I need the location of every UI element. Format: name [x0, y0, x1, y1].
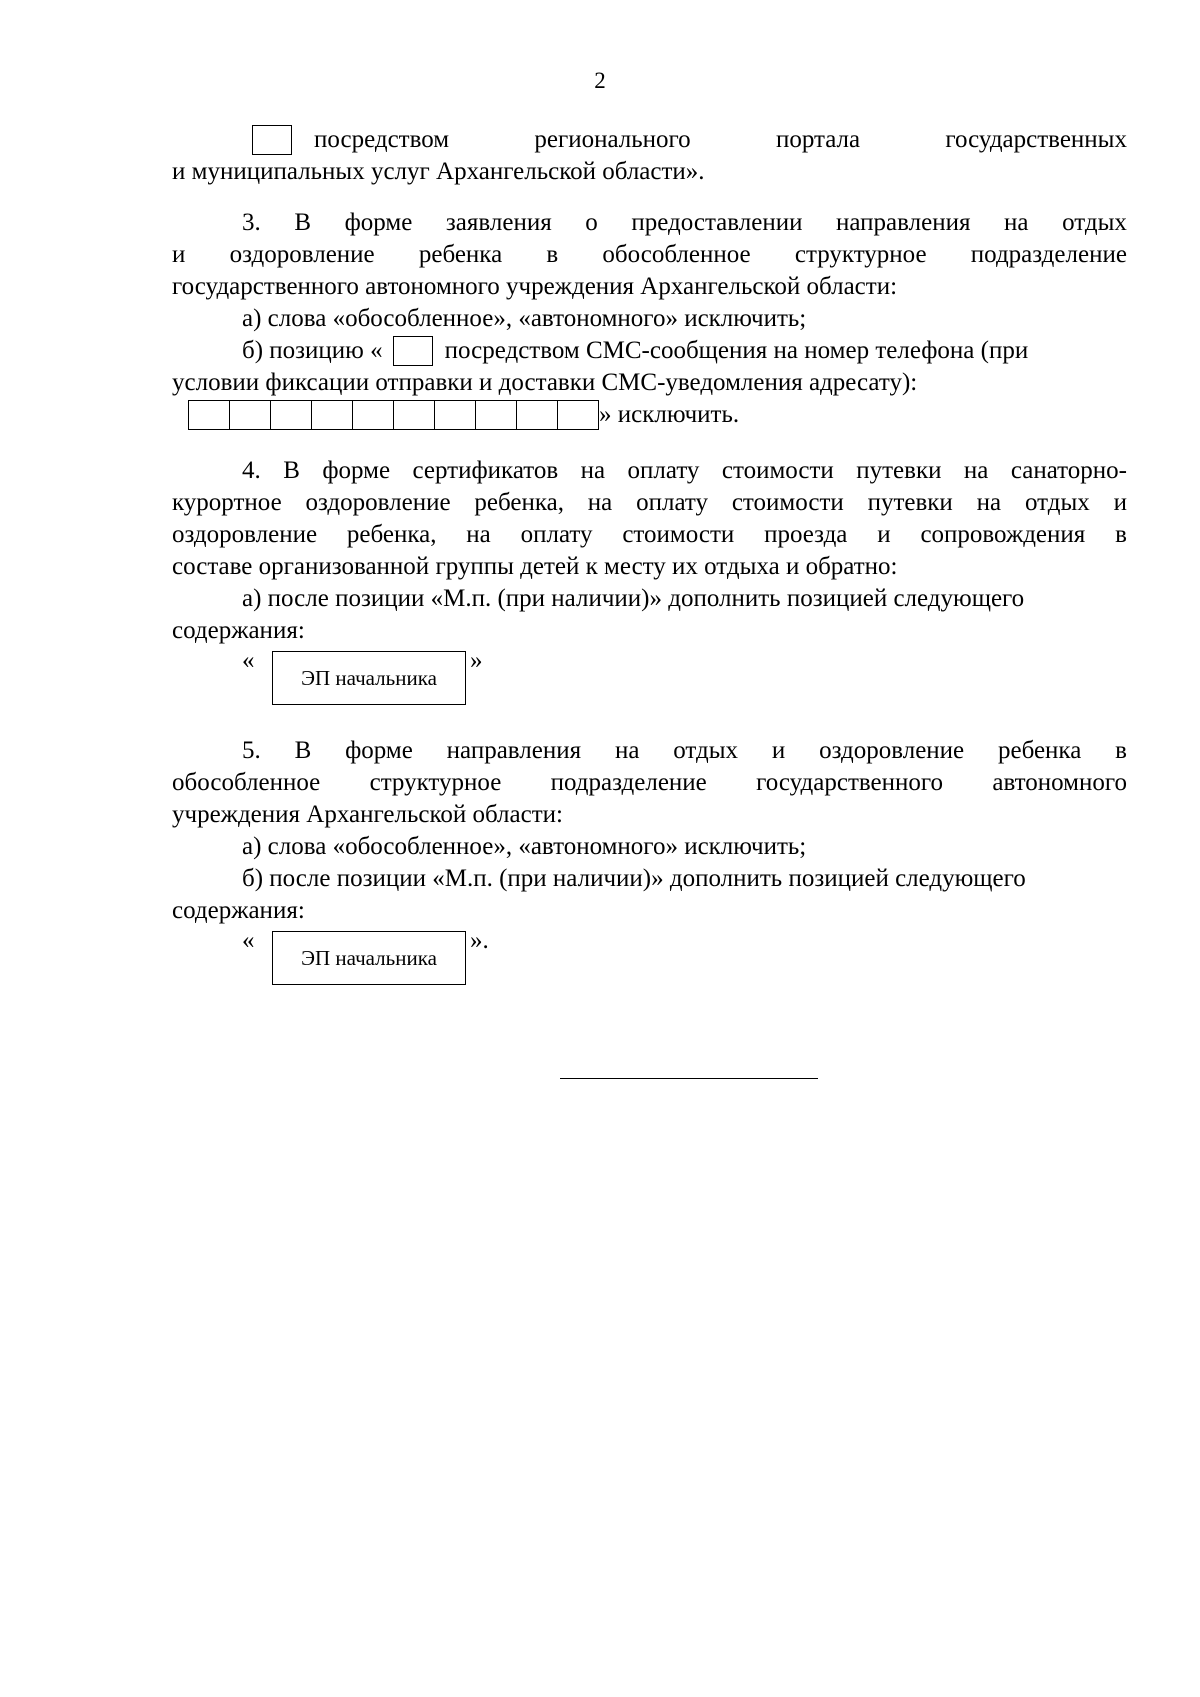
p5-line-1 [172, 735, 1127, 767]
word: посредством [314, 126, 450, 153]
item-b-prefix: б) позицию « [242, 337, 383, 364]
word: сертификатов [412, 457, 559, 484]
portal-line-1 [172, 124, 1127, 156]
word: санаторно- [1010, 457, 1127, 484]
p5-item-b: б) после позиции «М.п. (при наличии)» дополнить позицией следующего [242, 865, 1026, 892]
checkbox-portal [252, 125, 292, 155]
word: 5. [242, 737, 261, 764]
word: в [1115, 521, 1127, 548]
word: на [614, 737, 640, 764]
p4-item-a: а) после позиции «М.п. (при наличии)» дополнить позицией следующего [242, 585, 1025, 612]
word: портала [775, 126, 861, 153]
word: оплату [627, 457, 700, 484]
p4-stamp-row [172, 647, 1127, 711]
word: В [294, 737, 312, 764]
p4-item-a-line-2: содержания: [172, 617, 305, 644]
p5-line-3: учреждения Архангельской области: [172, 801, 563, 828]
phone-cell [312, 401, 353, 429]
word: подразделение [550, 769, 707, 796]
word: отдых [1062, 209, 1127, 236]
word: ребенка [997, 737, 1082, 764]
word: оздоровление [819, 737, 965, 764]
word: проезда [764, 521, 848, 548]
word: форме [344, 209, 413, 236]
p5-stamp-row [172, 927, 1127, 991]
quote-open: « [242, 927, 255, 954]
word: курортное [172, 489, 282, 516]
word: регионального [534, 126, 691, 153]
word: на [580, 457, 606, 484]
phone-cell [517, 401, 558, 429]
word: предоставлении [631, 209, 803, 236]
word: заявления [445, 209, 552, 236]
word: форме [322, 457, 391, 484]
p4-line-2 [172, 487, 1127, 519]
word: и [771, 737, 786, 764]
word: государственных [945, 126, 1127, 153]
word: и [877, 521, 891, 548]
word: структурное [369, 769, 502, 796]
paragraph-5 [172, 735, 1127, 991]
phone-number-cells [188, 400, 599, 430]
portal-line-2: и муниципальных услуг Архангельской области». [172, 158, 705, 185]
phone-cell [189, 401, 230, 429]
signature-stamp-box: ЭП начальника [272, 931, 466, 985]
word: путевки [856, 457, 942, 484]
word: оздоровление [229, 241, 375, 268]
word: отдых [673, 737, 739, 764]
p3-line-2 [172, 239, 1127, 271]
word: о [585, 209, 598, 236]
paragraph-4 [172, 455, 1127, 711]
phone-cell [230, 401, 271, 429]
item-b-text: посредством СМС-сообщения на номер телефона (при [444, 337, 1029, 364]
p3-item-a: а) слова «обособленное», «автономного» исключить; [242, 305, 807, 332]
p4-line-1 [172, 455, 1127, 487]
word: оздоровление [305, 489, 451, 516]
word: В [294, 209, 312, 236]
signature-stamp-box: ЭП начальника [272, 651, 466, 705]
word: структурное [794, 241, 927, 268]
word: и [1113, 489, 1127, 516]
word: направления [446, 737, 582, 764]
word: оплату [520, 521, 593, 548]
phone-cell [271, 401, 312, 429]
p3-item-b [172, 335, 1127, 367]
word: стоимости [731, 489, 844, 516]
word: ребенка [418, 241, 503, 268]
p4-line-4: составе организованной группы детей к месту их отдыха и обратно: [172, 553, 898, 580]
closing-separator-line [560, 1078, 818, 1079]
word: ребенка, [474, 489, 564, 516]
word: В [283, 457, 300, 484]
phone-cell [435, 401, 476, 429]
phone-cell [476, 401, 517, 429]
p5-item-b-line-2: содержания: [172, 897, 305, 924]
word: оплату [636, 489, 708, 516]
word: отдых [1024, 489, 1090, 516]
word: в [546, 241, 559, 268]
word: путевки [867, 489, 953, 516]
word: на [587, 489, 613, 516]
paragraph-3 [172, 207, 1127, 431]
item-b-end: » исключить. [599, 401, 740, 428]
word: сопровождения [920, 521, 1086, 548]
word: направления [836, 209, 971, 236]
word: подразделение [970, 241, 1127, 268]
p3-item-b-line-3 [172, 399, 1127, 431]
p3-line-1 [172, 207, 1127, 239]
quote-close: » [470, 647, 483, 674]
word: в [1115, 737, 1127, 764]
word: обособленное [172, 769, 321, 796]
phone-cell [558, 401, 599, 429]
p3-line-3: государственного автономного учреждения Архангельской области: [172, 273, 898, 300]
word: ребенка, [346, 521, 437, 548]
p3-item-b-line-2: условии фиксации отправки и доставки СМС-уведомления адресату): [172, 369, 918, 396]
phone-cell [394, 401, 435, 429]
p4-line-3 [172, 519, 1127, 551]
word: стоимости [622, 521, 735, 548]
p5-item-a: а) слова «обособленное», «автономного» исключить; [242, 833, 807, 860]
word: 3. [242, 209, 261, 236]
checkbox-sms [393, 336, 433, 366]
word: на [976, 489, 1002, 516]
word: оздоровление [172, 521, 318, 548]
word: государственного [756, 769, 944, 796]
word: обособленное [602, 241, 751, 268]
word: на [963, 457, 989, 484]
phone-cell [353, 401, 394, 429]
word: 4. [242, 457, 261, 484]
quote-open: « [242, 647, 255, 674]
paragraph-portal [172, 124, 1127, 188]
word: и [172, 241, 186, 268]
word: стоимости [721, 457, 834, 484]
word: на [1004, 209, 1029, 236]
p5-line-2 [172, 767, 1127, 799]
word: автономного [992, 769, 1127, 796]
quote-close: ». [470, 927, 489, 954]
word: на [466, 521, 491, 548]
page-number: 2 [594, 68, 606, 93]
word: форме [345, 737, 413, 764]
